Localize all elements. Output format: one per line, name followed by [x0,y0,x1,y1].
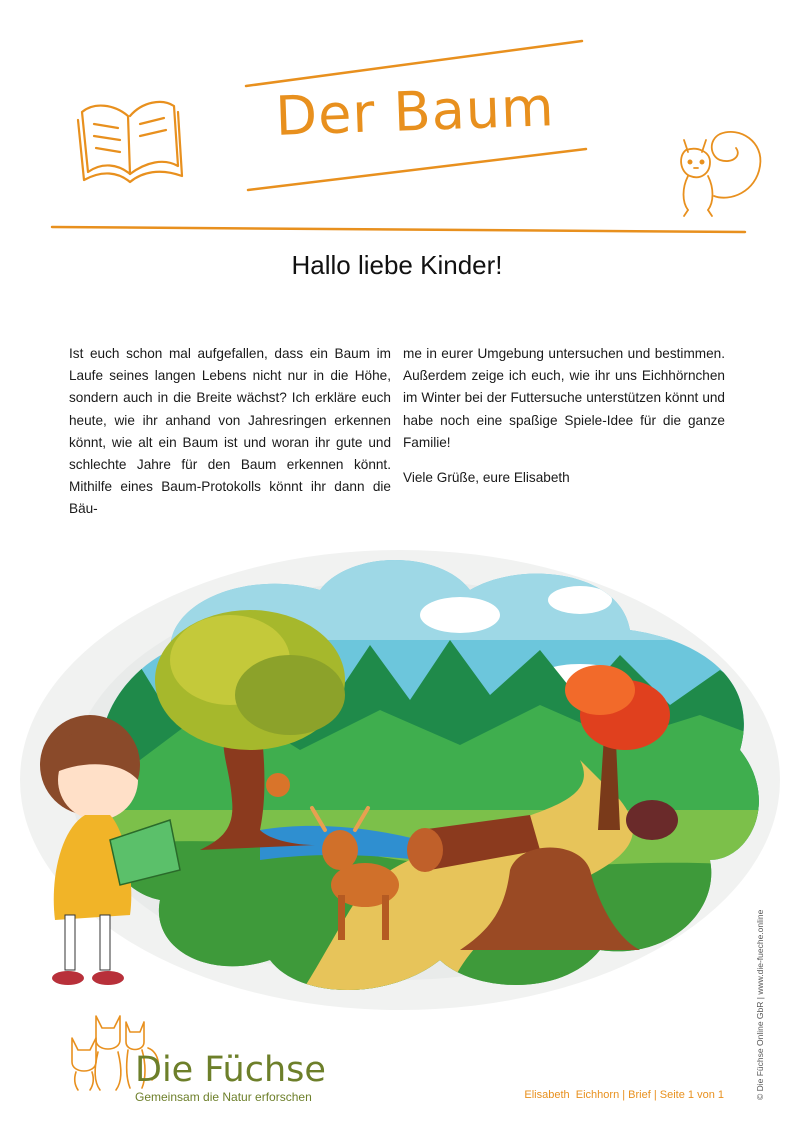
footer-separator: | [622,1089,626,1101]
open-book-icon [74,96,186,188]
forest-illustration [20,530,780,1020]
paragraph-part-2: me in eurer Umgebung untersuchen und bestimmen. Außerdem zeige ich euch, wie ihr uns Eichhörnchen im Winter bei der Futtersuche unterstützen könnt und habe noch eine spaßige Spiele-Idee für die ganze Familie! [403,346,725,450]
text-column-left [69,343,391,521]
footer-separator: | [653,1089,657,1101]
footer-author: Elisabeth Eichhorn [524,1089,620,1101]
footer-doc-type: Brief [628,1089,651,1101]
brand-name: Die Füchse [135,1050,326,1090]
brand-tagline: Gemeinsam die Natur erforschen [135,1090,312,1104]
page-title: Der Baum [274,75,556,148]
text-column-right [403,343,725,489]
footer-page-number: Seite 1 von 1 [659,1089,724,1101]
squirrel-icon [670,122,766,218]
signoff: Viele Grüße, eure Elisabeth [403,470,570,486]
copyright-notice: © Die Füchse Online GbR | www.die-fueche.online [755,909,765,1100]
greeting-heading: Hallo liebe Kinder! [291,250,503,280]
footer-meta [524,1089,724,1101]
paragraph-part-1: Ist euch schon mal aufgefallen, dass ein Baum im Laufe seines langen Lebens nicht nur in die Höhe, sondern auch in die Breite wächst? Ich erkläre euch heute, wie ihr anhand von Jahresringen erkennen könnt, wie alt ein Baum ist und woran ihr gute und schlechte Jahre für den Baum erkennen könnt. Mithilfe eines Baum-Protokolls könnt ihr dann die Bäu- [69,346,391,517]
